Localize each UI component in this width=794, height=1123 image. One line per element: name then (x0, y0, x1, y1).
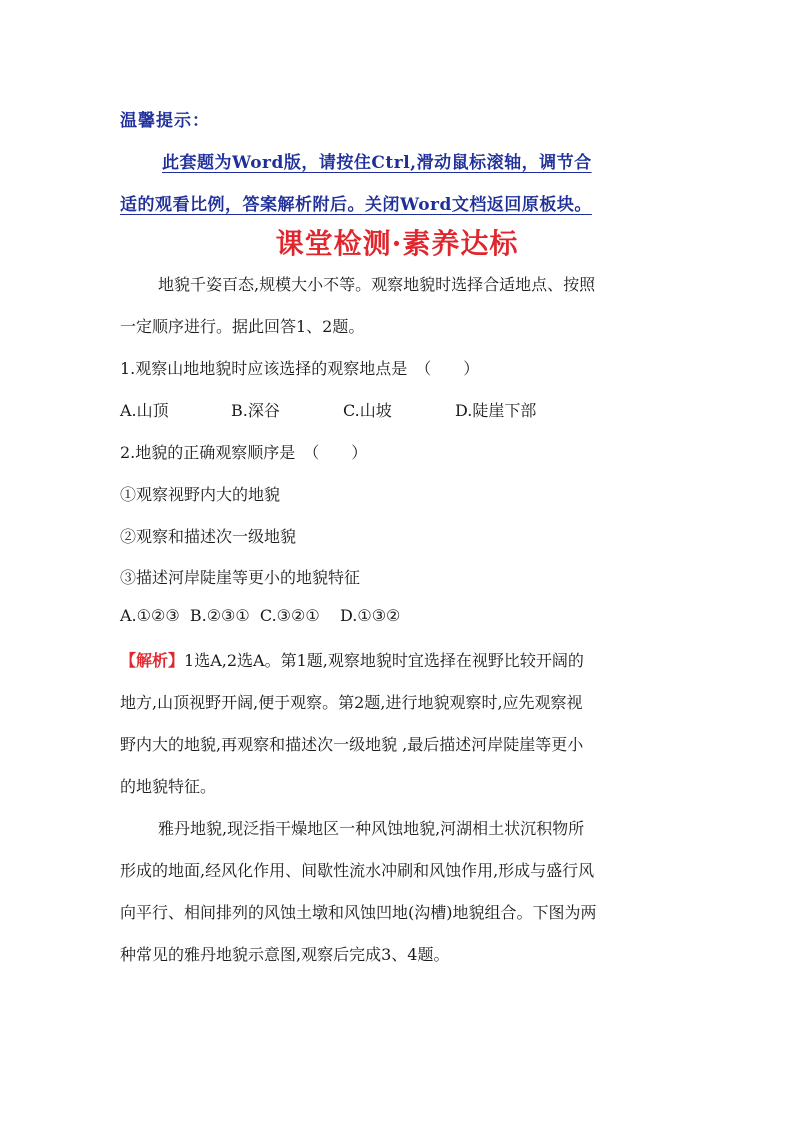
analysis-line-3: 野内大的地貌,再观察和描述次一级地貌 ,最后描述河岸陡崖等更小 (120, 735, 584, 754)
q1-option-d: D.陡崖下部 (455, 401, 537, 420)
page-title: 课堂检测·素养达标 (275, 227, 519, 260)
passage-2-line-3: 向平行、相间排列的风蚀土墩和风蚀凹地(沟槽)地貌组合。下图为两 (120, 903, 597, 922)
question-2-item-1: ①观察视野内大的地貌 (120, 485, 281, 504)
analysis-line-1 (120, 648, 584, 671)
tip-label: 温馨提示： (120, 111, 210, 131)
analysis-line-2: 地方,山顶视野开阔,便于观察。第2题,进行地貌观察时,应先观察视 (120, 693, 583, 712)
analysis-line-4: 的地貌特征。 (120, 777, 217, 796)
q1-option-c: C.山坡 (343, 401, 392, 420)
analysis-tag: 【解析】 (120, 651, 185, 670)
question-2-stem: 2.地貌的正确观察顺序是 （ ） (120, 443, 368, 462)
passage-2-line-4: 种常见的雅丹地貌示意图,观察后完成3、4题。 (120, 945, 450, 964)
passage-2-line-1: 雅丹地貌,现泛指干燥地区一种风蚀地貌,河湖相土状沉积物所 (158, 819, 585, 838)
q1-option-a: A.山顶 (120, 401, 169, 420)
intro-line-2: 一定顺序进行。据此回答1、2题。 (120, 317, 365, 336)
analysis-line-1-text: 1选A,2选A。第1题,观察地貌时宜选择在视野比较开阔的 (184, 651, 584, 670)
question-2-item-2: ②观察和描述次一级地貌 (120, 527, 297, 546)
question-1-stem: 1.观察山地地貌时应该选择的观察地点是 （ ） (120, 359, 480, 378)
question-1-options (120, 398, 536, 421)
question-2-options: A.①②③ B.②③① C.③②① D.①③② (120, 606, 401, 625)
intro-line-1: 地貌千姿百态,规模大小不等。观察地貌时选择合适地点、按照 (158, 275, 596, 294)
tip-line-2: 适的观看比例，答案解析附后。关闭Word文档返回原板块。 (120, 195, 592, 215)
question-2-item-3: ③描述河岸陡崖等更小的地貌特征 (120, 568, 361, 587)
tip-line-1: 此套题为Word版，请按住Ctrl,滑动鼠标滚轴，调节合 (162, 153, 592, 173)
passage-2-line-2: 形成的地面,经风化作用、间歇性流水冲刷和风蚀作用,形成与盛行风 (120, 861, 595, 880)
q1-option-b: B.深谷 (231, 401, 280, 420)
